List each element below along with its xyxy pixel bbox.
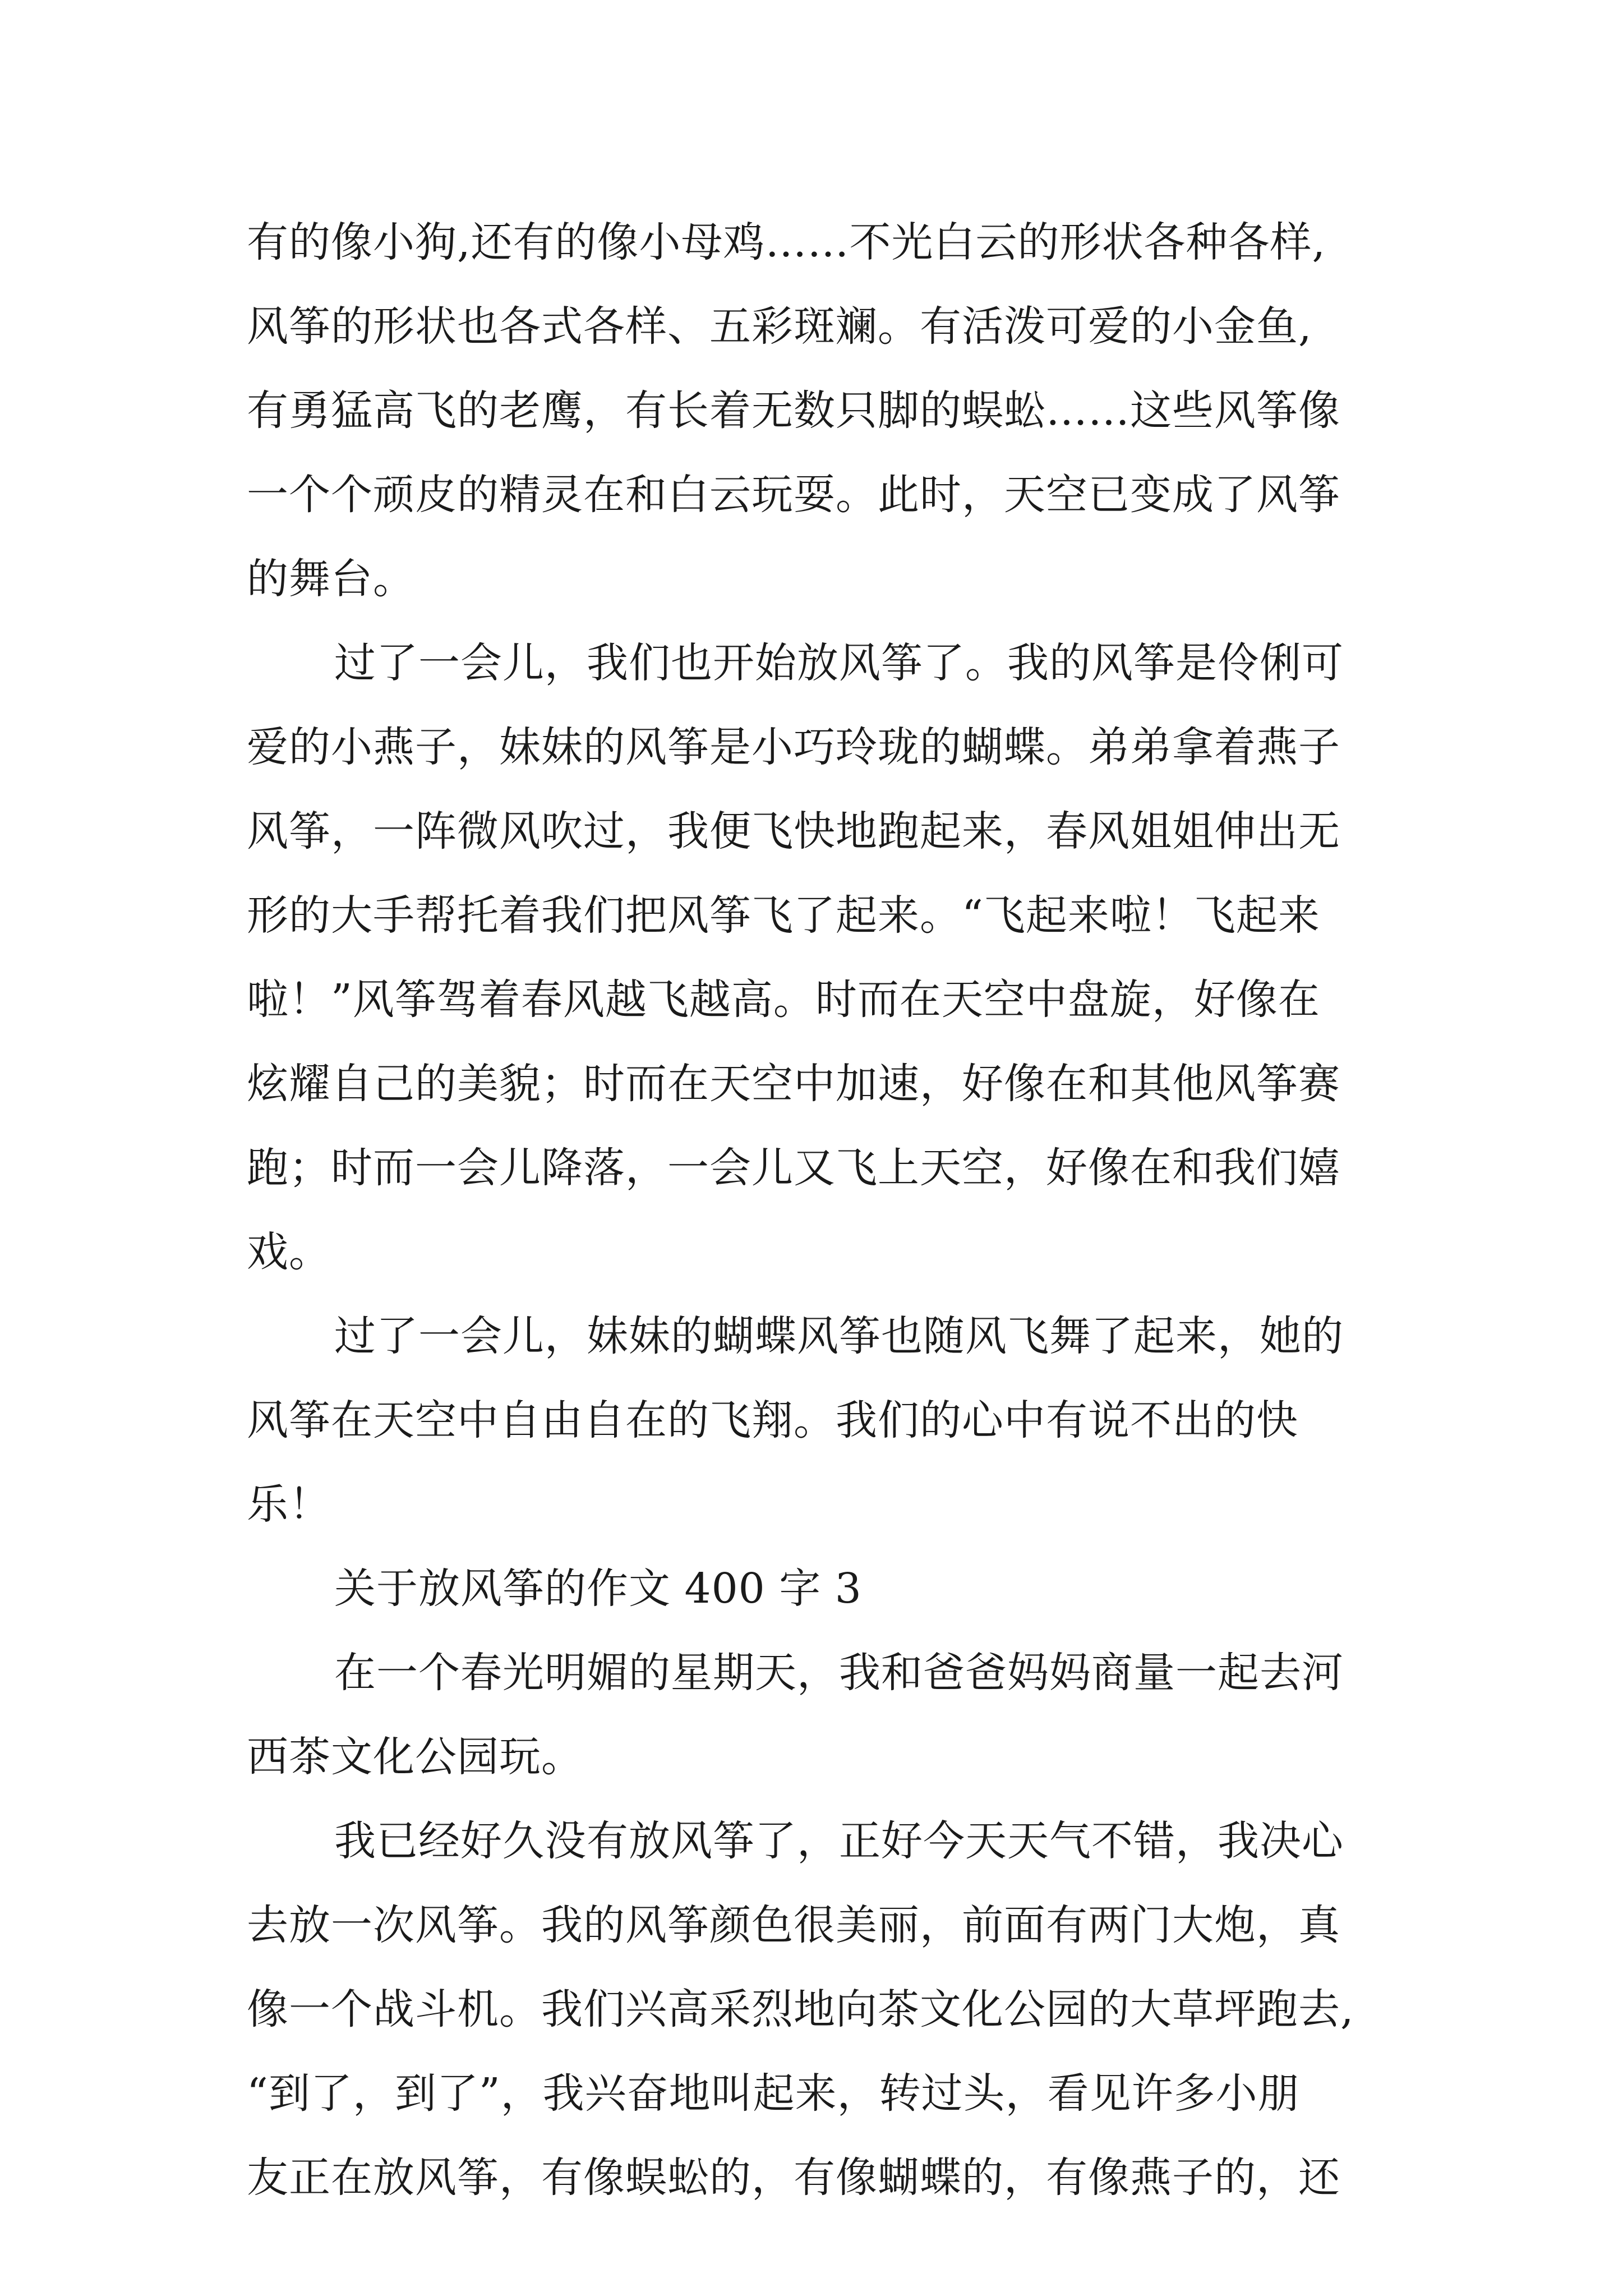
text-line: 去放一次风筝。我的风筝颜色很美丽，前面有两门大炮，真 <box>247 1901 1340 1949</box>
text-line: 炫耀自己的美貌；时而在天空中加速，好像在和其他风筝赛 <box>247 1060 1340 1108</box>
text-line: 风筝的形状也各式各样、五彩斑斓。有活泼可爱的小金鱼, <box>247 302 1312 351</box>
text-line: 的舞台。 <box>247 555 415 603</box>
paragraph-first-line: 在一个春光明媚的星期天，我和爸爸妈妈商量一起去河 <box>334 1649 1344 1697</box>
section-heading: 关于放风筝的作文 400 字 3 <box>334 1565 862 1613</box>
text-line: 友正在放风筝，有像蜈蚣的，有像蝴蝶的，有像燕子的，还 <box>247 2154 1340 2202</box>
paragraph-first-line: 我已经好久没有放风筝了，正好今天天气不错，我决心 <box>334 1817 1344 1865</box>
text-line: 有的像小狗,还有的像小母鸡……不光白云的形状各种各样, <box>247 218 1326 266</box>
text-line: 西茶文化公园玩。 <box>247 1733 583 1781</box>
text-line: 跑；时而一会儿降落，一会儿又飞上天空，好像在和我们嬉 <box>247 1144 1340 1192</box>
text-line: 啦！”风筝驾着春风越飞越高。时而在天空中盘旋，好像在 <box>247 976 1320 1024</box>
paragraph-first-line: 过了一会儿，妹妹的蝴蝶风筝也随风飞舞了起来，她的 <box>334 1312 1344 1360</box>
text-line: 风筝，一阵微风吹过，我便飞快地跑起来，春风姐姐伸出无 <box>247 807 1340 855</box>
text-line: “到了，到了”，我兴奋地叫起来，转过头，看见许多小朋 <box>247 2069 1300 2118</box>
paragraph-first-line: 过了一会儿，我们也开始放风筝了。我的风筝是伶俐可 <box>334 639 1344 687</box>
text-line: 风筝在天空中自由自在的飞翔。我们的心中有说不出的快 <box>247 1396 1298 1444</box>
text-line: 乐！ <box>247 1480 331 1529</box>
text-line: 一个个顽皮的精灵在和白云玩耍。此时，天空已变成了风筝 <box>247 471 1340 519</box>
text-line: 爱的小燕子，妹妹的风筝是小巧玲珑的蝴蝶。弟弟拿着燕子 <box>247 723 1340 771</box>
text-line: 有勇猛高飞的老鹰，有长着无数只脚的蜈蚣……这些风筝像 <box>247 386 1340 435</box>
text-line: 戏。 <box>247 1228 331 1276</box>
text-line: 像一个战斗机。我们兴高采烈地向茶文化公园的大草坪跑去, <box>247 1985 1354 2033</box>
text-line: 形的大手帮托着我们把风筝飞了起来。“飞起来啦！飞起来 <box>247 891 1320 940</box>
